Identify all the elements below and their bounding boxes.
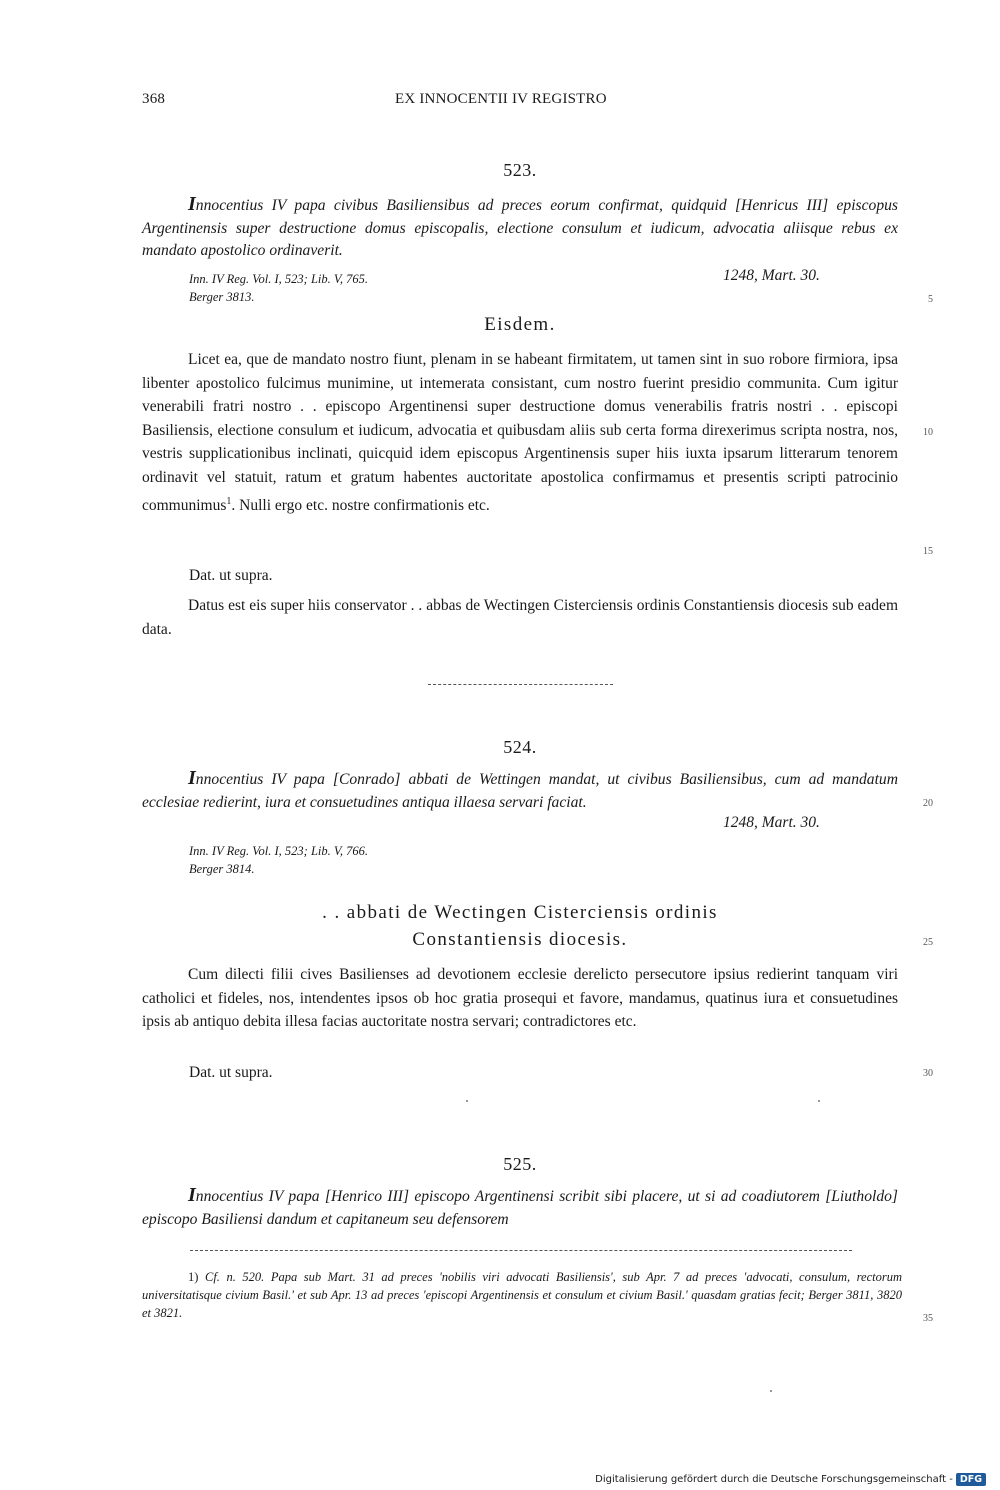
line-number: 10 xyxy=(923,427,933,438)
regest-initial: I xyxy=(188,767,196,789)
regest-text: nnocentius IV papa [Henrico III] episcopo Argentinensi scribit sibi placere, ut si ad coadiutorem [Liutholdo] episcopo Basiliensi dandum et capitaneum seu defensorem xyxy=(142,1188,898,1228)
regest-initial: I xyxy=(188,193,196,215)
regest-text: nnocentius IV papa civibus Basiliensibus ad preces eorum confirmat, quidquid [Henricus III] episcopus Argentinensis super destructione domus episcopalis, electione consulum et iudicum, advocatia aliisque rebus ex mandato apostolico ordinaverit. xyxy=(142,197,898,260)
entry-number: 523. xyxy=(503,160,537,180)
dfg-logo-icon: DFG xyxy=(956,1473,986,1486)
entry-number: 524. xyxy=(503,737,537,757)
line-number: 30 xyxy=(923,1068,933,1079)
letter-heading: Eisdem. xyxy=(484,314,556,335)
entry-date: 1248, Mart. 30. xyxy=(723,267,820,284)
line-number: 35 xyxy=(923,1313,933,1324)
footnote xyxy=(142,1268,902,1322)
printer-mark xyxy=(770,1390,772,1392)
source-reference: Inn. IV Reg. Vol. I, 523; Lib. V, 765. xyxy=(189,272,369,286)
footnote-text: Cf. n. 520. Papa sub Mart. 31 ad preces 'nobilis viri advocati Basiliensis', sub Apr. 7 ad preces 'advocati, consulum, rectorum universitatisque civium Basil.' et sub Apr. 13 ad preces 'episcopi Argentinensis et consulum et civium Basil.' quasdam gratias fecit; Berger 3811, 3820 et 3821. xyxy=(142,1270,903,1320)
line-number: 5 xyxy=(928,294,933,305)
regest-initial: I xyxy=(188,1184,196,1206)
line-number: 20 xyxy=(923,798,933,809)
letter-heading: Constantiensis diocesis. xyxy=(412,929,628,950)
page-number: 368 xyxy=(142,91,166,107)
credit-text: Digitalisierung gefördert durch die Deutsche Forschungsgemeinschaft - xyxy=(595,1474,953,1485)
letter-text-end: . Nulli ergo etc. nostre confirmationis etc. xyxy=(231,496,490,514)
source-reference: Inn. IV Reg. Vol. I, 523; Lib. V, 766. xyxy=(189,844,369,858)
letter-text: Licet ea, que de mandato nostro fiunt, plenam in se habeant firmitatem, ut tamen sint in suo robore firmiora, ipsa libenter apostolico fulcimus munimine, ut intemerata consistant, cum nostro fuerint presidio communita. Cum igitur venerabili fratri nostro . . episcopo Argentinensi super destructione domus venerabilis fratris nostri . . episcopi Basiliensis, electione consulum et iudicum, advocatia et quibusdam aliis sub certa forma direxerimus scripta nostra, nos, vestris supplicationibus inclinati, quicquid idem episcopus Argentinensis super hiis iuxta ipsarum litterarum tenorem ordinavit vel statuit, ratum et gratum habentes auctoritate apostolica confirmamus et presentis scripti patrocinio communimus xyxy=(142,351,898,514)
running-title: EX INNOCENTII IV REGISTRO xyxy=(395,91,607,107)
regest xyxy=(142,767,898,814)
dating-clause: Dat. ut supra. xyxy=(189,567,273,584)
printer-mark xyxy=(818,1100,820,1102)
letter-body xyxy=(142,348,898,517)
entry-number: 525. xyxy=(503,1154,537,1174)
digitization-credit xyxy=(595,1473,986,1486)
section-divider xyxy=(428,684,613,685)
entry-date: 1248, Mart. 30. xyxy=(723,814,820,831)
source-reference: Berger 3813. xyxy=(189,290,255,304)
letter-body: Cum dilecti filii cives Basilienses ad devotionem ecclesie derelicto persecutore ipsius redierint tanquam viri catholici et fideles, nos, intendentes ipsos ob hoc gratia prosequi et favore, mandamus, quatinus iura et consuetudines ipsis ab antiquo debita illesa facias auctoritate nostra servari; contradictores etc. xyxy=(142,966,898,1031)
line-number: 25 xyxy=(923,937,933,948)
dating-clause: Dat. ut supra. xyxy=(189,1064,273,1081)
additional-note: Datus est eis super hiis conservator . . abbas de Wectingen Cisterciensis ordinis Constantiensis diocesis sub eadem data. xyxy=(142,597,898,638)
regest xyxy=(142,193,898,263)
footnote-divider xyxy=(190,1250,852,1251)
line-number: 15 xyxy=(923,546,933,557)
regest xyxy=(142,1184,898,1231)
footnote-ref: 1 xyxy=(226,495,232,507)
regest-text: nnocentius IV papa [Conrado] abbati de Wettingen mandat, ut civibus Basiliensibus, cum ad mandatum ecclesiae redierint, iura et consuetudines antiqua illaesa servari faciat. xyxy=(142,771,898,811)
letter-heading: . . abbati de Wectingen Cisterciensis ordinis xyxy=(322,902,718,923)
printer-mark xyxy=(466,1100,468,1102)
source-reference: Berger 3814. xyxy=(189,862,255,876)
footnote-number: 1) xyxy=(188,1270,199,1284)
